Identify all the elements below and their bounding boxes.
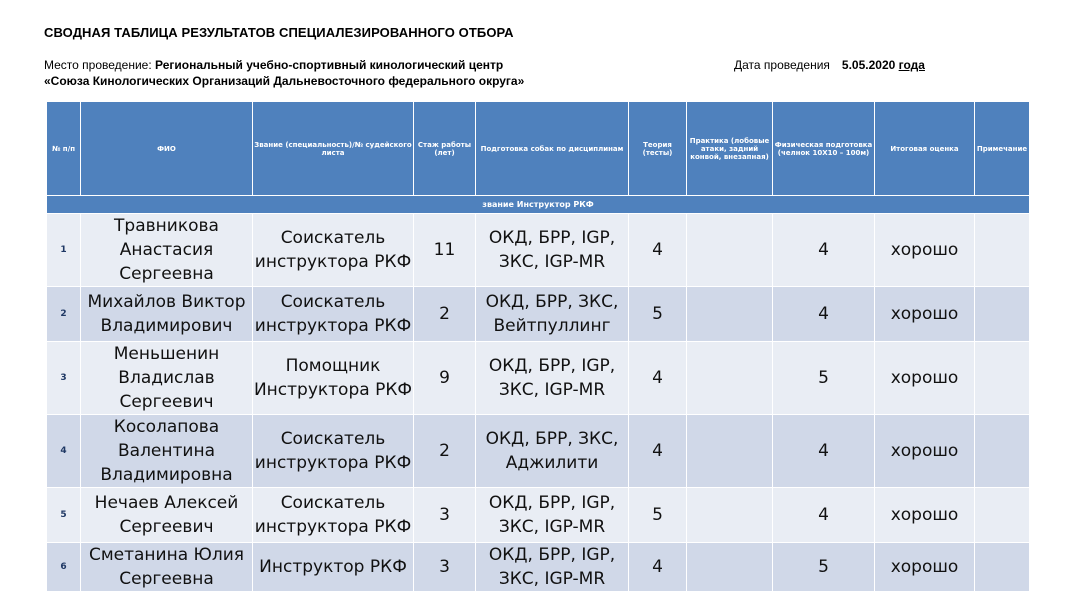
row-years: 2 <box>414 415 476 488</box>
row-note <box>975 543 1030 592</box>
venue-block <box>44 57 524 89</box>
row-grade: хорошо <box>875 287 975 342</box>
row-disciplines: ОКД, БРР, IGP, ЗКС, IGP-MR <box>476 488 629 543</box>
row-theory: 4 <box>629 543 687 592</box>
row-note <box>975 342 1030 415</box>
header-cell-grade: Итоговая оценка <box>875 102 975 196</box>
header-cell-name: ФИО <box>81 102 253 196</box>
row-disciplines: ОКД, БРР, IGP, ЗКС, IGP-MR <box>476 543 629 592</box>
row-number: 5 <box>47 488 81 543</box>
header-cell-number: № п/п <box>47 102 81 196</box>
row-years: 2 <box>414 287 476 342</box>
row-years: 3 <box>414 488 476 543</box>
venue-name-line2: «Союза Кинологических Организаций Дальневосточного федерального округа» <box>44 74 525 88</box>
row-name: Михайлов Виктор Владимирович <box>81 287 253 342</box>
row-rank: Соискатель инструктора РКФ <box>253 287 414 342</box>
row-number: 2 <box>47 287 81 342</box>
row-practice <box>687 342 773 415</box>
row-grade: хорошо <box>875 214 975 287</box>
row-physical: 5 <box>773 543 875 592</box>
row-grade: хорошо <box>875 543 975 592</box>
page-title: СВОДНАЯ ТАБЛИЦА РЕЗУЛЬТАТОВ СПЕЦИАЛЕЗИРОВАННОГО ОТБОРА <box>44 25 514 40</box>
row-number: 6 <box>47 543 81 592</box>
section-title: звание Инструктор РКФ <box>47 196 1030 214</box>
row-disciplines: ОКД, БРР, ЗКС, Аджилити <box>476 415 629 488</box>
date-label: Дата проведения <box>734 58 830 72</box>
row-theory: 5 <box>629 287 687 342</box>
header-cell-physical: Физическая подготовка (челнок 10Х10 – 100м) <box>773 102 875 196</box>
row-practice <box>687 415 773 488</box>
header-cell-disciplines: Подготовка собак по дисциплинам <box>476 102 629 196</box>
row-rank: Соискатель инструктора РКФ <box>253 214 414 287</box>
row-note <box>975 214 1030 287</box>
row-number: 1 <box>47 214 81 287</box>
row-physical: 4 <box>773 214 875 287</box>
row-practice <box>687 488 773 543</box>
table-row <box>47 287 1030 342</box>
row-theory: 5 <box>629 488 687 543</box>
header-cell-experience: Стаж работы (лет) <box>414 102 476 196</box>
row-note <box>975 488 1030 543</box>
row-rank: Соискатель инструктора РКФ <box>253 488 414 543</box>
row-number: 3 <box>47 342 81 415</box>
row-years: 9 <box>414 342 476 415</box>
row-note <box>975 287 1030 342</box>
row-rank: Соискатель инструктора РКФ <box>253 415 414 488</box>
row-name: Меньшенин Владислав Сергеевич <box>81 342 253 415</box>
header-cell-theory: Теория (тесты) <box>629 102 687 196</box>
results-table <box>46 101 1030 592</box>
row-disciplines: ОКД, БРР, IGP, ЗКС, IGP-MR <box>476 342 629 415</box>
table-row <box>47 543 1030 592</box>
row-physical: 4 <box>773 287 875 342</box>
row-years: 3 <box>414 543 476 592</box>
header-cell-note: Примечание <box>975 102 1030 196</box>
table-row <box>47 415 1030 488</box>
row-number: 4 <box>47 415 81 488</box>
row-theory: 4 <box>629 342 687 415</box>
row-note <box>975 415 1030 488</box>
venue-name-line1: Региональный учебно-спортивный кинологический центр <box>155 58 504 72</box>
row-disciplines: ОКД, БРР, ЗКС, Вейтпуллинг <box>476 287 629 342</box>
row-practice <box>687 543 773 592</box>
row-physical: 4 <box>773 415 875 488</box>
row-practice <box>687 287 773 342</box>
row-rank: Помощник Инструктора РКФ <box>253 342 414 415</box>
table-row <box>47 342 1030 415</box>
table-row <box>47 214 1030 287</box>
header-cell-practice: Практика (лобовые атаки, задний конвой, внезапная) <box>687 102 773 196</box>
date-suffix: года <box>898 58 925 72</box>
row-grade: хорошо <box>875 415 975 488</box>
row-practice <box>687 214 773 287</box>
row-name: Травникова Анастасия Сергеевна <box>81 214 253 287</box>
table-row <box>47 488 1030 543</box>
date-value: 5.05.2020 <box>841 58 896 72</box>
row-theory: 4 <box>629 415 687 488</box>
row-name: Косолапова Валентина Владимировна <box>81 415 253 488</box>
row-grade: хорошо <box>875 342 975 415</box>
row-name: Нечаев Алексей Сергеевич <box>81 488 253 543</box>
row-theory: 4 <box>629 214 687 287</box>
row-disciplines: ОКД, БРР, IGP, ЗКС, IGP-MR <box>476 214 629 287</box>
row-physical: 4 <box>773 488 875 543</box>
row-physical: 5 <box>773 342 875 415</box>
header-row <box>47 102 1030 196</box>
header-cell-rank: Звание (специальность)/№ судейского листа <box>253 102 414 196</box>
row-grade: хорошо <box>875 488 975 543</box>
row-name: Сметанина Юлия Сергеевна <box>81 543 253 592</box>
venue-label: Место проведение: <box>44 58 156 72</box>
date-block <box>734 57 925 73</box>
row-years: 11 <box>414 214 476 287</box>
section-row <box>47 196 1030 214</box>
row-rank: Инструктор РКФ <box>253 543 414 592</box>
